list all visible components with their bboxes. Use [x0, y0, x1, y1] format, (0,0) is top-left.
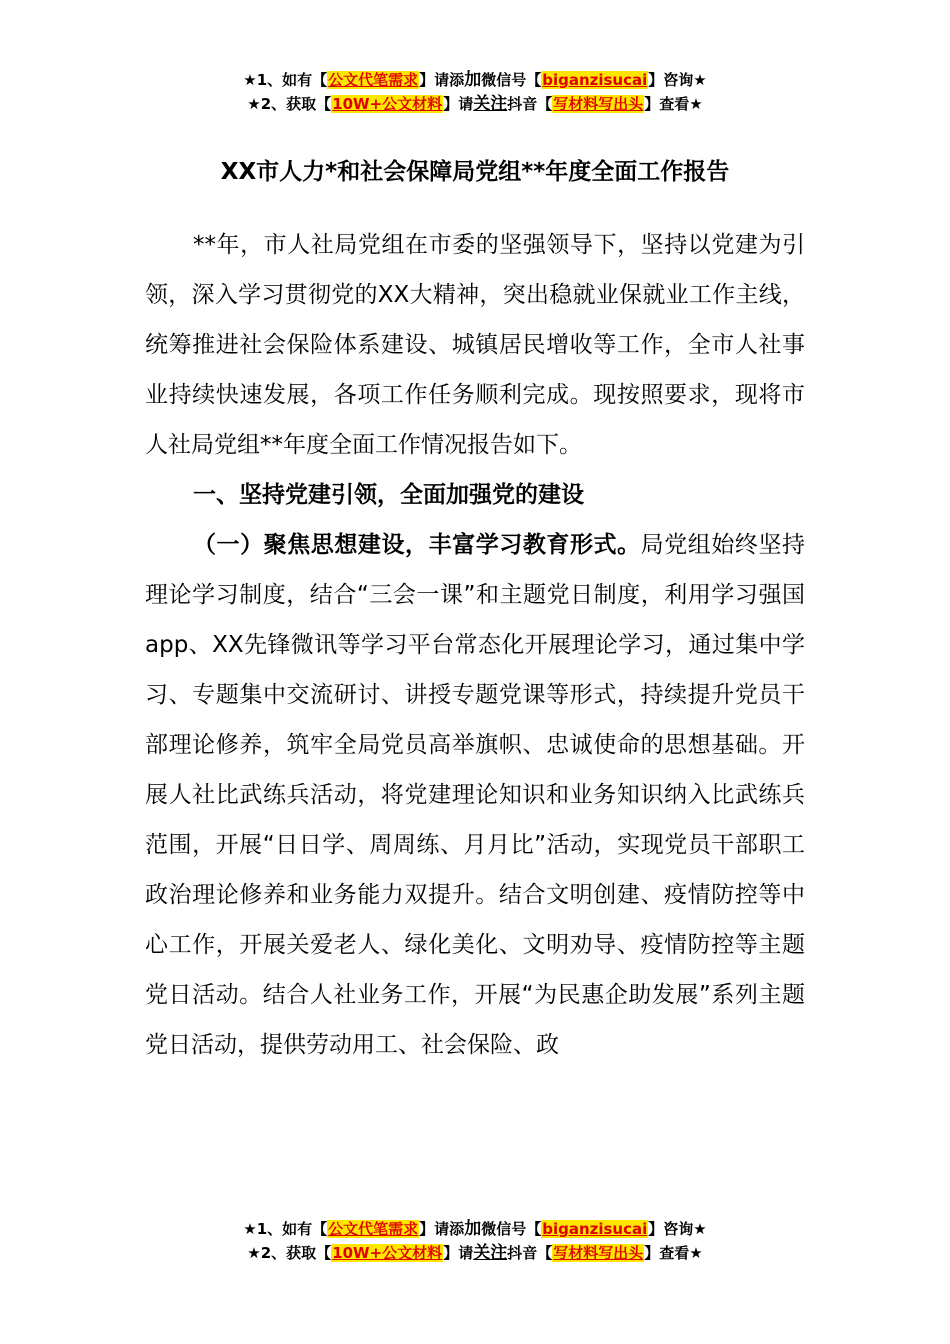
- banner-text: 】咨询★: [648, 1220, 707, 1238]
- intro-paragraph: **年，市人社局党组在市委的坚强领导下，坚持以党建为引领，深入学习贯彻党的XX大精神，突出稳就业保就业工作主线，统筹推进社会保险体系建设、城镇居民增收等工作，全市人社事业持续快速发展，各项工作任务顺利完成。现按照要求，现将市人社局党组**年度全面工作情况报告如下。: [145, 232, 805, 458]
- subsection-body-1: 局党组始终坚持理论学习制度，结合“三会一课”和主题党日制度，利用学习强国app、XX先锋微讯等学习平台常态化开展理论学习，通过集中学习、专题集中交流研讨、讲授专题党课等形式，持续提升党员干部理论修养，筑牢全局党员高举旗帜、忠诚使命的思想基础。开展人社比武练兵活动，将党建理论知识和业务知识纳入比武练兵范围，开展“日日学、周周练、月月比”活动，实现党员干部职工政治理论修养和业务能力双提升。结合文明创建、疫情防控等中心工作，开展关爱老人、绿化美化、文明劝导、疫情防控等主题党日活动。结合人社业务工作，开展“为民惠企助发展”系列主题党日活动，提供劳动用工、社会保险、政: [145, 532, 806, 1058]
- document-body: [145, 220, 805, 1070]
- banner-text: 关注: [473, 94, 508, 114]
- section-heading-1: 一、坚持党建引领，全面加强党的建设: [193, 482, 584, 508]
- banner-text: ★1、如有【: [243, 71, 328, 89]
- banner-highlight-wechat-id: biganzisucai: [542, 71, 648, 89]
- banner-highlight-douyin-id: 写材料写出头: [553, 95, 644, 113]
- banner-text: 加: [464, 1219, 482, 1239]
- banner-text: 微信号【: [481, 1220, 542, 1238]
- banner-line-2: [0, 1241, 950, 1265]
- banner-line-2: [0, 92, 950, 116]
- subsection-heading-1: （一）聚焦思想建设，丰富学习教育形式。: [193, 532, 641, 558]
- banner-text: ★1、如有【: [243, 1220, 328, 1238]
- banner-highlight-douyin-id: 写材料写出头: [553, 1244, 644, 1262]
- banner-text: 加: [464, 70, 482, 90]
- banner-text: 】请: [443, 95, 474, 113]
- banner-line-1: [0, 1217, 950, 1241]
- banner-text: 】查看★: [644, 1244, 703, 1262]
- subsection-paragraph-1: [145, 520, 805, 1070]
- banner-highlight: 10W+公文材料: [332, 1244, 443, 1262]
- banner-highlight: 10W+公文材料: [332, 95, 443, 113]
- banner-text: 微信号【: [481, 71, 542, 89]
- banner-text: ★2、获取【: [247, 1244, 332, 1262]
- banner-text: 】查看★: [644, 95, 703, 113]
- banner-highlight: 公文代笔需求: [328, 71, 419, 89]
- bottom-banner: [0, 1217, 950, 1265]
- banner-text: 关注: [473, 1243, 508, 1263]
- banner-line-1: [0, 68, 950, 92]
- banner-text: 】咨询★: [648, 71, 707, 89]
- top-banner: [0, 68, 950, 116]
- banner-text: 抖音【: [507, 1244, 553, 1262]
- banner-text: 】请添: [419, 71, 465, 89]
- banner-highlight-wechat-id: biganzisucai: [542, 1220, 648, 1238]
- banner-text: ★2、获取【: [247, 95, 332, 113]
- document-title: XX市人力*和社会保障局党组**年度全面工作报告: [220, 159, 730, 185]
- banner-text: 】请添: [419, 1220, 465, 1238]
- banner-text: 抖音【: [507, 95, 553, 113]
- banner-highlight: 公文代笔需求: [328, 1220, 419, 1238]
- banner-text: 】请: [443, 1244, 474, 1262]
